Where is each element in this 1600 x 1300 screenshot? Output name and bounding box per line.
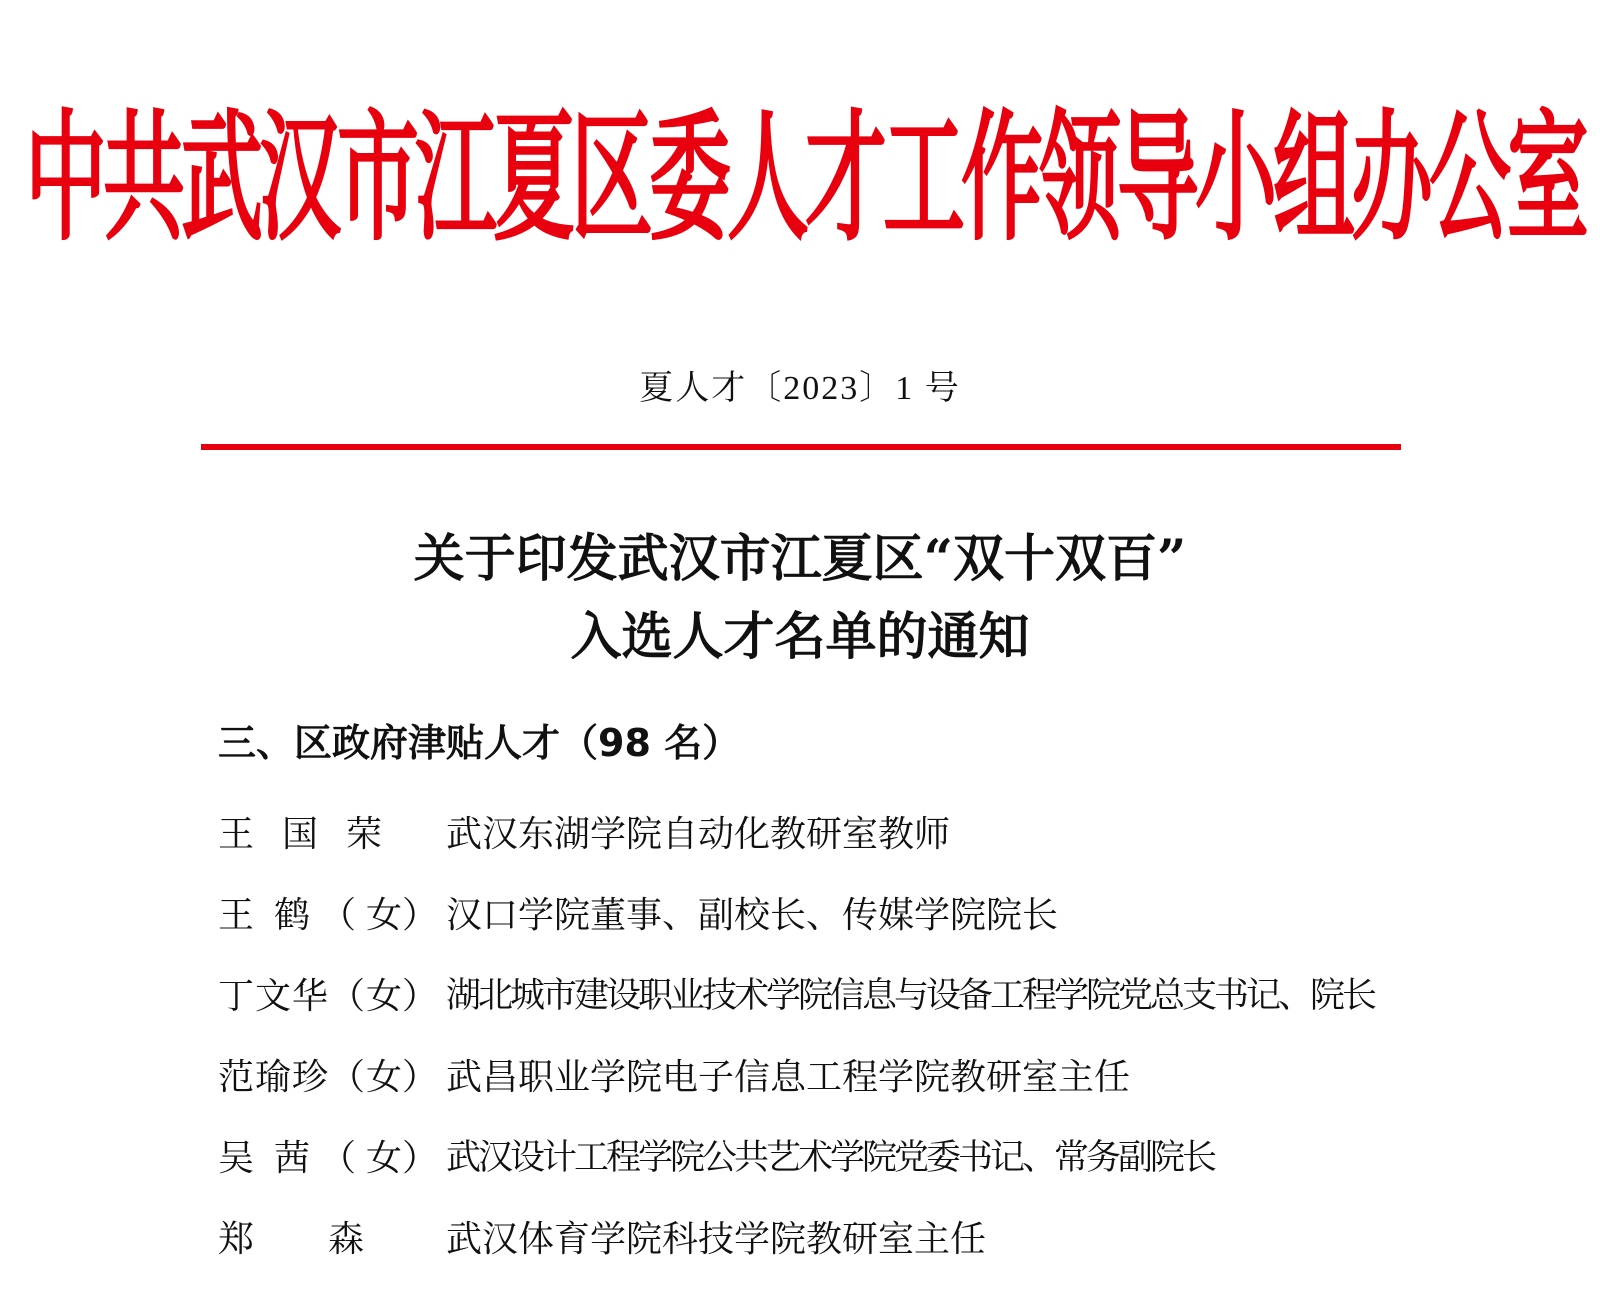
roster-name xyxy=(218,968,438,1019)
name-char: 茜 xyxy=(273,1138,310,1179)
name-char: 郑 xyxy=(218,1219,255,1260)
name-char: （ xyxy=(328,1057,365,1098)
document-number: 夏人才〔2023〕1 号 xyxy=(639,370,961,407)
roster-description: 武汉东湖学院自动化教研室教师 xyxy=(446,814,951,855)
roster-row xyxy=(218,1130,1398,1211)
roster-name xyxy=(218,887,438,938)
roster-description: 武汉体育学院科技学院教研室主任 xyxy=(446,1219,987,1260)
name-char: 女） xyxy=(365,976,438,1017)
roster-description: 武昌职业学院电子信息工程学院教研室主任 xyxy=(446,1057,1131,1098)
roster-row xyxy=(218,1211,1398,1292)
name-char: （ xyxy=(319,895,356,936)
red-divider-line xyxy=(201,444,1401,450)
name-char: 国 xyxy=(282,814,319,855)
roster-name xyxy=(218,806,438,857)
name-char: 范 xyxy=(218,1057,255,1098)
name-char: 荣 xyxy=(346,814,383,855)
name-char: 女） xyxy=(365,895,438,936)
roster-row xyxy=(218,968,1398,1049)
name-char: 鹤 xyxy=(273,895,310,936)
roster-description: 湖北城市建设职业技术学院信息与设备工程学院党总支书记、院长 xyxy=(446,976,1375,1016)
roster-description: 汉口学院董事、副校长、传媒学院院长 xyxy=(446,895,1059,936)
name-char: 森 xyxy=(327,1219,364,1260)
issuing-office-title: 中共武汉市江夏区委人才工作领导小组办公室 xyxy=(25,95,1586,261)
name-char: 女） xyxy=(365,1138,438,1179)
roster-name xyxy=(218,1211,438,1262)
name-char: 丁 xyxy=(218,976,255,1017)
roster-name xyxy=(218,1049,438,1100)
section-heading: 三、区政府津贴人才（98 名） xyxy=(218,721,741,765)
document-title-line-2: 入选人才名单的通知 xyxy=(570,607,1030,667)
name-char: 女） xyxy=(365,1057,438,1098)
roster-row xyxy=(218,887,1398,968)
masthead xyxy=(25,62,1586,272)
document-title-line-1: 关于印发武汉市江夏区“双十双百” xyxy=(413,529,1187,589)
name-char: 华 xyxy=(291,976,328,1017)
name-char: 文 xyxy=(254,976,291,1017)
talent-roster xyxy=(218,806,1398,1292)
roster-row xyxy=(218,806,1398,887)
name-char: 珍 xyxy=(291,1057,328,1098)
name-char: （ xyxy=(328,976,365,1017)
roster-description: 武汉设计工程学院公共艺术学院党委书记、常务副院长 xyxy=(446,1138,1215,1178)
name-char: （ xyxy=(319,1138,356,1179)
name-char: 吴 xyxy=(218,1138,255,1179)
document-title xyxy=(0,520,1600,676)
name-char: 王 xyxy=(218,895,255,936)
name-char: 王 xyxy=(218,814,255,855)
roster-name xyxy=(218,1130,438,1181)
roster-row xyxy=(218,1049,1398,1130)
name-char: 瑜 xyxy=(254,1057,291,1098)
